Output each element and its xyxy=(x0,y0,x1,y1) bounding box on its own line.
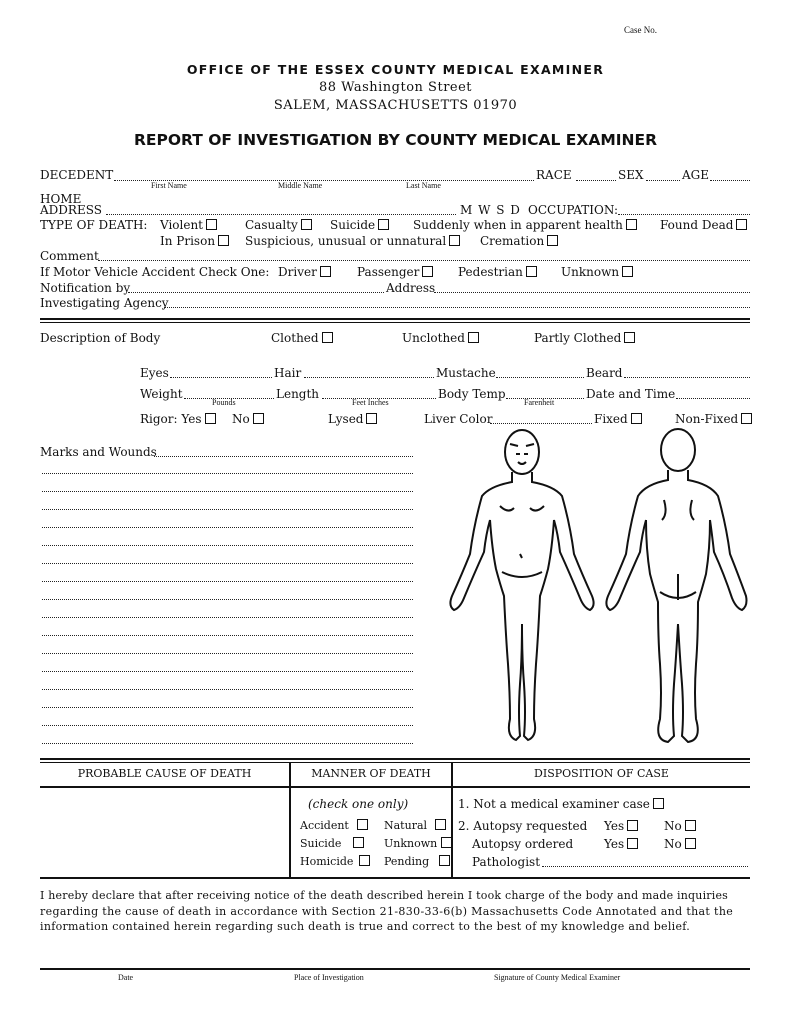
in-prison-checkbox[interactable] xyxy=(218,235,229,246)
non-fixed-checkbox[interactable] xyxy=(741,413,752,424)
rigor-yes-checkbox[interactable] xyxy=(205,413,216,424)
cremation-checkbox[interactable] xyxy=(547,235,558,246)
table-header-rule xyxy=(40,786,750,788)
marks-line[interactable] xyxy=(42,743,413,744)
manner-header: MANNER OF DEATH xyxy=(311,767,431,780)
middle-name-caption: Middle Name xyxy=(278,181,323,190)
unknown-manner-checkbox[interactable] xyxy=(441,837,452,848)
pathologist-field[interactable] xyxy=(542,866,748,867)
office-city: SALEM, MASSACHUSETTS 01970 xyxy=(273,98,518,113)
unclothed-option[interactable]: Unclothed xyxy=(402,331,479,345)
driver-checkbox[interactable] xyxy=(320,266,331,277)
autopsy-ord-yes-checkbox[interactable] xyxy=(627,838,638,849)
marks-line[interactable] xyxy=(42,491,413,492)
partly-clothed-checkbox[interactable] xyxy=(624,332,635,343)
accident-checkbox[interactable] xyxy=(357,819,368,830)
occupation-label: OCCUPATION: xyxy=(528,203,618,217)
unknown-option[interactable]: Unknown xyxy=(561,265,633,279)
marks-line[interactable] xyxy=(42,527,413,528)
hair-label: Hair xyxy=(274,366,302,380)
pounds-caption: Pounds xyxy=(212,398,236,407)
partly-clothed-option[interactable]: Partly Clothed xyxy=(534,331,635,345)
signature-rule[interactable] xyxy=(40,968,750,970)
marks-line[interactable] xyxy=(42,581,413,582)
age-label: AGE xyxy=(682,168,710,182)
violent-option[interactable]: Violent xyxy=(160,218,217,232)
office-title: OFFICE OF THE ESSEX COUNTY MEDICAL EXAMINER xyxy=(186,62,605,77)
autopsy-ord-no-checkbox[interactable] xyxy=(685,838,696,849)
pending-checkbox[interactable] xyxy=(439,855,450,866)
marks-line[interactable] xyxy=(42,545,413,546)
agency-field[interactable] xyxy=(164,307,750,308)
declaration-line-1: I hereby declare that after receiving notice of the death described herein I took charge of the body and made inquiries xyxy=(40,889,729,902)
mustache-label: Mustache xyxy=(436,366,496,380)
found-dead-option[interactable]: Found Dead xyxy=(660,218,747,232)
autopsy-ordered-label: Autopsy ordered xyxy=(472,837,574,851)
body-temp-label: Body Temp xyxy=(438,387,506,401)
occupation-field[interactable] xyxy=(618,214,750,215)
rigor-no-option[interactable]: No xyxy=(232,412,264,426)
not-me-case-checkbox[interactable] xyxy=(653,798,664,809)
signature-caption: Signature of County Medical Examiner xyxy=(494,973,621,982)
farenheit-caption: Farenheit xyxy=(524,398,555,407)
pathologist-label: Pathologist xyxy=(472,855,541,869)
passenger-checkbox[interactable] xyxy=(422,266,433,277)
autopsy-ord-yes-option[interactable]: Yes xyxy=(604,837,638,851)
accident-option[interactable]: Accident xyxy=(300,819,368,832)
body-description-label: Description of Body xyxy=(40,331,161,345)
weight-label: Weight xyxy=(140,387,183,401)
suspicious-checkbox[interactable] xyxy=(449,235,460,246)
pending-option[interactable]: Pending xyxy=(384,855,450,868)
sex-label: SEX xyxy=(618,168,644,182)
natural-option[interactable]: Natural xyxy=(384,819,446,832)
pedestrian-checkbox[interactable] xyxy=(526,266,537,277)
unknown-manner-option[interactable]: Unknown xyxy=(384,837,452,850)
fixed-checkbox[interactable] xyxy=(631,413,642,424)
body-back-figure xyxy=(606,429,746,742)
beard-field[interactable] xyxy=(624,377,750,378)
marks-line[interactable] xyxy=(42,635,413,636)
agency-label: Investigating Agency xyxy=(40,296,169,310)
suicide-manner-option[interactable]: Suicide xyxy=(300,837,364,850)
suicide-checkbox[interactable] xyxy=(378,219,389,230)
casualty-checkbox[interactable] xyxy=(301,219,312,230)
comment-field[interactable] xyxy=(98,260,750,261)
suspicious-option[interactable]: Suspicious, unusual or unnatural xyxy=(245,234,460,248)
last-name-caption: Last Name xyxy=(406,181,441,190)
rigor-no-checkbox[interactable] xyxy=(253,413,264,424)
suddenly-checkbox[interactable] xyxy=(626,219,637,230)
eyes-label: Eyes xyxy=(140,366,169,380)
case-number-label: Case No. xyxy=(624,25,657,35)
beard-label: Beard xyxy=(586,366,623,380)
length-label: Length xyxy=(276,387,320,401)
check-one-note: (check one only) xyxy=(308,797,409,811)
pedestrian-option[interactable]: Pedestrian xyxy=(458,265,537,279)
non-fixed-option[interactable]: Non-Fixed xyxy=(675,412,752,426)
mustache-field[interactable] xyxy=(496,377,584,378)
report-title: REPORT OF INVESTIGATION BY COUNTY MEDICAL EXAMINER xyxy=(133,131,658,149)
notification-address-field[interactable] xyxy=(434,292,750,293)
notification-field[interactable] xyxy=(128,292,384,293)
lysed-option[interactable]: Lysed xyxy=(328,412,377,426)
passenger-option[interactable]: Passenger xyxy=(357,265,433,279)
first-name-caption: First Name xyxy=(151,181,187,190)
casualty-option[interactable]: Casualty xyxy=(245,218,312,232)
body-front-figure xyxy=(450,430,593,740)
fixed-option[interactable]: Fixed xyxy=(594,412,642,426)
date-time-label: Date and Time xyxy=(586,387,676,401)
marital-status-options: M W S D xyxy=(460,203,521,217)
suicide-option[interactable]: Suicide xyxy=(330,218,389,232)
clothed-option[interactable]: Clothed xyxy=(271,331,333,345)
unclothed-checkbox[interactable] xyxy=(468,332,479,343)
marks-line[interactable] xyxy=(42,689,413,690)
autopsy-req-no-option[interactable]: No xyxy=(664,819,696,833)
type-of-death-label: TYPE OF DEATH: xyxy=(40,218,148,232)
autopsy-req-yes-checkbox[interactable] xyxy=(627,820,638,831)
not-me-case-option[interactable]: 1. Not a medical examiner case xyxy=(458,797,664,811)
marks-line-0[interactable] xyxy=(154,456,413,457)
lysed-checkbox[interactable] xyxy=(366,413,377,424)
eyes-field[interactable] xyxy=(170,377,272,378)
marks-line[interactable] xyxy=(42,599,413,600)
cremation-option[interactable]: Cremation xyxy=(480,234,558,248)
marks-line[interactable] xyxy=(42,725,413,726)
suicide-manner-checkbox[interactable] xyxy=(353,837,364,848)
autopsy-requested-label: 2. Autopsy requested xyxy=(458,819,588,833)
homicide-option[interactable]: Homicide xyxy=(300,855,370,868)
address-label: ADDRESS xyxy=(40,203,102,217)
race-label: RACE xyxy=(536,168,572,182)
hair-field[interactable] xyxy=(304,377,434,378)
declaration-line-3: information contained herein regarding such death is true and correct to the best of my knowledge and belief. xyxy=(40,920,691,933)
autopsy-req-no-checkbox[interactable] xyxy=(685,820,696,831)
marks-line[interactable] xyxy=(42,653,413,654)
feet-inches-caption: Feet Inches xyxy=(352,398,389,407)
notification-label: Notification by xyxy=(40,281,131,295)
marks-line[interactable] xyxy=(42,473,413,474)
suddenly-option[interactable]: Suddenly when in apparent health xyxy=(413,218,637,232)
place-caption: Place of Investigation xyxy=(294,973,364,982)
homicide-checkbox[interactable] xyxy=(359,855,370,866)
body-diagram[interactable] xyxy=(440,424,750,754)
driver-option[interactable]: Driver xyxy=(278,265,331,279)
disposition-header: DISPOSITION OF CASE xyxy=(534,767,669,780)
date-time-field[interactable] xyxy=(676,398,750,399)
home-address-field[interactable] xyxy=(106,214,456,215)
clothed-checkbox[interactable] xyxy=(322,332,333,343)
office-street: 88 Washington Street xyxy=(318,80,473,95)
liver-color-label: Liver Color xyxy=(424,412,493,426)
decedent-label: DECEDENT xyxy=(40,168,114,182)
marks-line[interactable] xyxy=(42,563,413,564)
race-field[interactable] xyxy=(576,180,616,181)
home-label: HOME xyxy=(40,192,82,206)
date-caption: Date xyxy=(118,973,134,982)
sex-field[interactable] xyxy=(646,180,680,181)
autopsy-ord-no-option[interactable]: No xyxy=(664,837,696,851)
marks-line[interactable] xyxy=(42,617,413,618)
probable-cause-header: PROBABLE CAUSE OF DEATH xyxy=(77,767,252,780)
comment-label: Comment xyxy=(40,249,99,263)
notification-address-label: Address xyxy=(386,281,436,295)
declaration-line-2: regarding the cause of death in accordance with Section 21-830-33-6(b) Massachusetts Code Annotated and that the xyxy=(40,905,734,918)
section-divider xyxy=(40,318,750,320)
in-prison-option[interactable]: In Prison xyxy=(160,234,229,248)
marks-line[interactable] xyxy=(42,671,413,672)
table-bottom-rule xyxy=(40,877,750,879)
violent-checkbox[interactable] xyxy=(206,219,217,230)
table-top-rule-thin xyxy=(40,762,750,763)
rigor-yes-option[interactable]: Rigor: Yes xyxy=(140,412,216,426)
unknown-checkbox[interactable] xyxy=(622,266,633,277)
marks-wounds-label: Marks and Wounds xyxy=(40,445,157,459)
marks-line[interactable] xyxy=(42,509,413,510)
found-dead-checkbox[interactable] xyxy=(736,219,747,230)
natural-checkbox[interactable] xyxy=(435,819,446,830)
marks-line[interactable] xyxy=(42,707,413,708)
motor-vehicle-label: If Motor Vehicle Accident Check One: xyxy=(40,265,270,279)
autopsy-req-yes-option[interactable]: Yes xyxy=(604,819,638,833)
table-top-rule xyxy=(40,758,750,760)
section-divider-thin xyxy=(40,322,750,323)
age-field[interactable] xyxy=(710,180,750,181)
